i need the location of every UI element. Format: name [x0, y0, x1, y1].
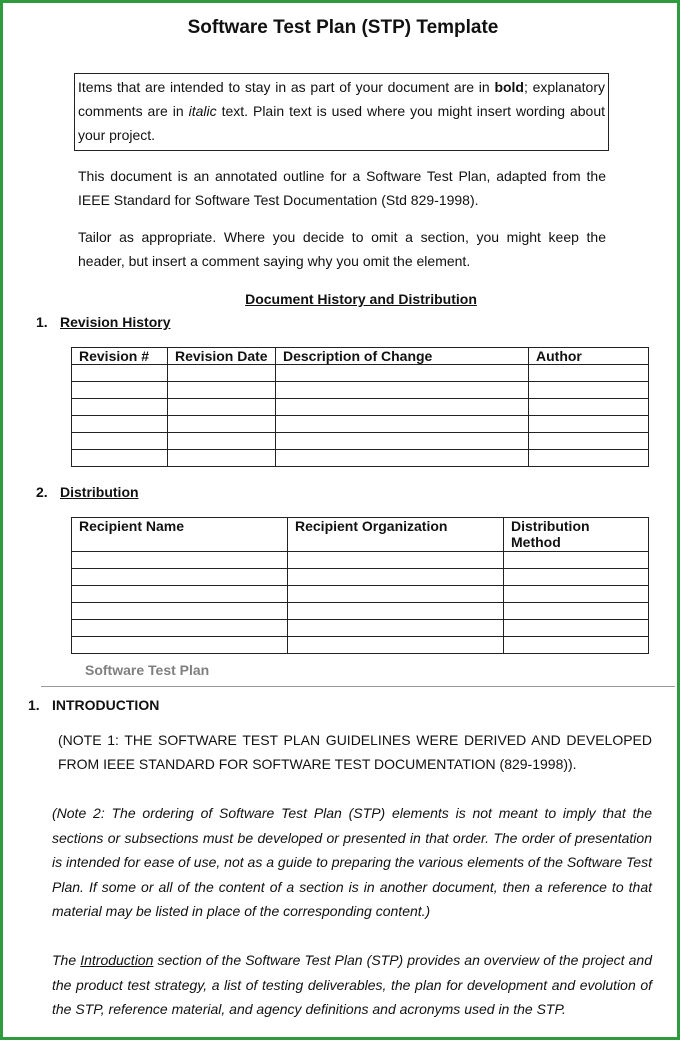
table-cell[interactable]	[288, 552, 504, 569]
introduction-note-2: (Note 2: The ordering of Software Test Plan (STP) elements is not meant to imply that the sections or subsections must be developed or presented in that order. The order of presentation is intended for ease of use, not as a guide to preparing the various elements of the Software Test Plan. If some or all of the content of a section is in another document, then a reference to that material may be listed in place of the corresponding content.)	[52, 805, 652, 919]
column-header-distribution-method: Distribution Method	[504, 518, 649, 552]
table-row	[72, 586, 649, 603]
introduction-paragraph-start: The	[52, 952, 81, 968]
page-divider	[41, 686, 675, 687]
table-cell[interactable]	[72, 382, 168, 399]
introduction-link-text: Introduction	[80, 952, 154, 968]
table-cell[interactable]	[276, 382, 529, 399]
table-cell[interactable]	[72, 399, 168, 416]
table-cell[interactable]	[72, 586, 288, 603]
column-header-recipient-name: Recipient Name	[72, 518, 288, 552]
table-row	[72, 637, 649, 654]
introduction-note-1: (NOTE 1: THE SOFTWARE TEST PLAN GUIDELINES WERE DERIVED AND DEVELOPED FROM IEEE STANDARD FOR SOFTWARE TEST DOCUMENTATION (829-1998)).	[58, 732, 652, 772]
revision-history-heading	[36, 314, 170, 330]
table-cell[interactable]	[529, 399, 649, 416]
introduction-label: INTRODUCTION	[52, 697, 160, 713]
column-header-author: Author	[529, 348, 649, 365]
introduction-paragraph-rest: section of the Software Test Plan (STP) provides an overview of the project and the product test strategy, a list of testing deliverables, the plan for development and evolution of the STP, reference material, and agency definitions and acronyms used in the STP.	[52, 952, 653, 1017]
revision-history-label: Revision History	[60, 314, 171, 330]
table-cell[interactable]	[276, 399, 529, 416]
column-header-recipient-organization: Recipient Organization	[288, 518, 504, 552]
table-cell[interactable]	[504, 620, 649, 637]
distribution-heading	[36, 484, 139, 500]
revision-history-number: 1.	[36, 314, 48, 330]
table-cell[interactable]	[504, 637, 649, 654]
table-cell[interactable]	[72, 433, 168, 450]
table-cell[interactable]	[168, 382, 276, 399]
table-cell[interactable]	[529, 450, 649, 467]
legend-text-1: Items that are intended to stay in as part of your document are in	[78, 79, 495, 95]
table-row	[72, 433, 649, 450]
table-cell[interactable]	[276, 450, 529, 467]
table-row	[72, 382, 649, 399]
page-title: Software Test Plan (STP) Template	[187, 17, 499, 38]
legend-italic-word: italic	[188, 103, 217, 119]
legend-text-3: text. Plain text is used where you might insert wording about your project.	[78, 103, 606, 143]
table-header-row	[72, 348, 649, 365]
table-cell[interactable]	[504, 586, 649, 603]
introduction-paragraph	[52, 948, 652, 1022]
document-history-heading: Document History and Distribution	[245, 291, 477, 307]
table-cell[interactable]	[72, 365, 168, 382]
table-row	[72, 552, 649, 569]
table-cell[interactable]	[276, 433, 529, 450]
table-cell[interactable]	[168, 450, 276, 467]
distribution-number: 2.	[36, 484, 48, 500]
table-cell[interactable]	[72, 603, 288, 620]
table-cell[interactable]	[288, 586, 504, 603]
table-cell[interactable]	[529, 433, 649, 450]
table-cell[interactable]	[72, 620, 288, 637]
table-cell[interactable]	[504, 569, 649, 586]
table-row	[72, 365, 649, 382]
table-cell[interactable]	[72, 637, 288, 654]
table-cell[interactable]	[529, 382, 649, 399]
introduction-number: 1.	[28, 697, 40, 713]
table-cell[interactable]	[72, 569, 288, 586]
page-footer-label: Software Test Plan	[85, 662, 210, 678]
column-header-revision-date: Revision Date	[168, 348, 276, 365]
table-cell[interactable]	[288, 620, 504, 637]
table-row	[72, 620, 649, 637]
legend-bold-word: bold	[494, 79, 524, 95]
legend-note-box	[74, 73, 609, 151]
column-header-revision-number: Revision #	[72, 348, 168, 365]
table-cell[interactable]	[72, 450, 168, 467]
table-cell[interactable]	[288, 637, 504, 654]
legend-text-2: ; explanatory comments are in	[78, 79, 605, 119]
revision-history-table	[71, 347, 649, 467]
table-header-row	[72, 518, 649, 552]
table-row	[72, 603, 649, 620]
table-cell[interactable]	[288, 569, 504, 586]
distribution-label: Distribution	[60, 484, 139, 500]
table-cell[interactable]	[168, 365, 276, 382]
table-cell[interactable]	[276, 416, 529, 433]
column-header-description: Description of Change	[276, 348, 529, 365]
table-cell[interactable]	[288, 603, 504, 620]
table-cell[interactable]	[72, 552, 288, 569]
table-cell[interactable]	[529, 416, 649, 433]
table-cell[interactable]	[276, 365, 529, 382]
table-cell[interactable]	[168, 399, 276, 416]
distribution-table	[71, 517, 649, 654]
intro-paragraph-outline: This document is an annotated outline for a Software Test Plan, adapted from the IEEE Standard for Software Test Documentation (Std 829-1998).	[78, 168, 606, 208]
table-cell[interactable]	[168, 416, 276, 433]
table-cell[interactable]	[168, 433, 276, 450]
table-row	[72, 450, 649, 467]
table-row	[72, 569, 649, 586]
table-row	[72, 416, 649, 433]
intro-paragraph-tailor: Tailor as appropriate. Where you decide to omit a section, you might keep the header, but insert a comment saying why you omit the element.	[78, 229, 606, 269]
table-cell[interactable]	[504, 552, 649, 569]
introduction-heading	[28, 697, 159, 713]
table-cell[interactable]	[529, 365, 649, 382]
table-cell[interactable]	[504, 603, 649, 620]
table-cell[interactable]	[72, 416, 168, 433]
table-row	[72, 399, 649, 416]
